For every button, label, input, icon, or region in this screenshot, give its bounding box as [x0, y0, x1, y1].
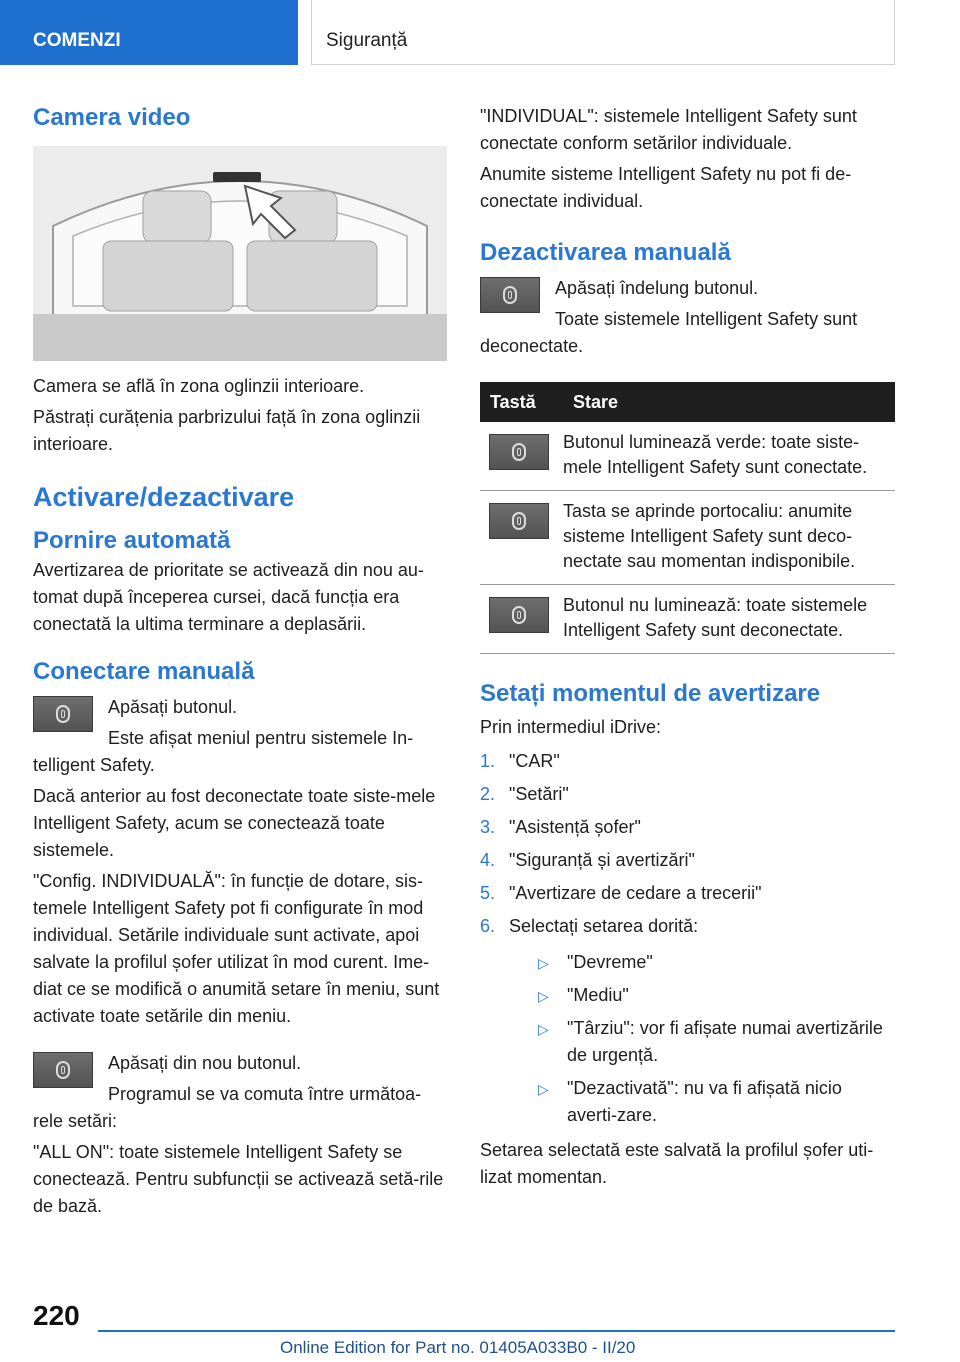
manual-deactivate-instruction	[480, 275, 895, 333]
car-interior-illustration	[33, 146, 447, 361]
section-tab: COMENZI	[0, 0, 298, 65]
footer-divider	[98, 1330, 895, 1332]
list-item	[509, 1015, 895, 1069]
manual-paragraph-4: "ALL ON": toate sistemele Intelligent Safety se conectează. Pentru subfuncții se activează setă-rile de bază.	[33, 1142, 444, 1216]
table-header-row	[480, 382, 895, 422]
manual-btn1-line1: Apăsați butonul.	[108, 697, 238, 717]
footer-edition: Online Edition for Part no. 01405A033B0 - II/20	[280, 1338, 636, 1357]
warning-time-heading: Setați momentul de avertizare	[480, 680, 821, 707]
manual-repeat-instruction	[33, 1050, 447, 1108]
step-number: 6.	[480, 916, 496, 936]
table-row	[480, 491, 895, 585]
triangle-right-icon: ▷	[538, 955, 549, 971]
manual-btn2-continuation: rele setări:	[33, 1111, 118, 1131]
individual-paragraph-2: Anumite sisteme Intelligent Safety nu pot fi de-conectate individual.	[480, 164, 852, 211]
manual-btn2-line2: Programul se va comuta între următoa-	[108, 1084, 422, 1104]
table-icon-cell	[480, 585, 563, 654]
auto-start-heading: Pornire automată	[33, 527, 231, 554]
step-text: "Siguranță și avertizări"	[509, 850, 695, 870]
activation-heading: Activare/dezactivare	[33, 482, 295, 512]
step-text: "Asistență șofer"	[509, 817, 641, 837]
intelligent-safety-button-icon	[489, 503, 549, 539]
table-header-key: Tastă	[480, 382, 563, 422]
substeps-list	[509, 949, 895, 1129]
left-column	[33, 100, 447, 1220]
table-header-state: Stare	[563, 382, 895, 422]
steps-list	[480, 745, 895, 1129]
intelligent-safety-button-icon	[489, 434, 549, 470]
warning-intro: Prin intermediul iDrive:	[480, 717, 662, 737]
manual-btn1-continuation: telligent Safety.	[33, 755, 155, 775]
table-state-cell: Butonul luminează verde: toate siste-mele Intelligent Safety sunt conectate.	[563, 422, 895, 491]
table-icon-cell	[480, 491, 563, 585]
camera-paragraph-2: Păstrați curățenia parbrizului față în zona oglinzii interioare.	[33, 407, 421, 454]
auto-start-paragraph: Avertizarea de prioritate se activează din nou au-tomat după începerea cursei, dacă funcția era conectată la ultima terminare a deplasării.	[33, 560, 424, 634]
triangle-right-icon: ▷	[538, 1081, 549, 1097]
list-item	[480, 910, 895, 1129]
individual-paragraph-1: "INDIVIDUAL": sistemele Intelligent Safety sunt conectate conform setărilor individuale.	[480, 106, 857, 153]
list-item	[480, 877, 895, 910]
intelligent-safety-button-icon	[33, 1052, 93, 1088]
intelligent-safety-button-icon	[33, 696, 93, 732]
manual-connect-instruction	[33, 694, 447, 752]
substep-text: "Târziu": vor fi afișate numai avertizările de urgență.	[567, 1018, 883, 1065]
step-text: "CAR"	[509, 751, 560, 771]
list-item	[480, 745, 895, 778]
manual-paragraph-2: Dacă anterior au fost deconectate toate siste-mele Intelligent Safety, acum se conectează toate sistemele.	[33, 786, 436, 860]
manual-connect-heading: Conectare manuală	[33, 658, 255, 685]
list-item	[509, 982, 895, 1009]
list-item	[480, 844, 895, 877]
substep-text: "Dezactivată": nu va fi afișată nicio averti-zare.	[567, 1078, 842, 1125]
step-text: "Setări"	[509, 784, 569, 804]
deactivate-continuation: deconectate.	[480, 336, 584, 356]
list-item	[509, 1075, 895, 1129]
closing-paragraph: Setarea selectată este salvată la profilul șofer uti-lizat momentan.	[480, 1140, 874, 1187]
triangle-right-icon: ▷	[538, 988, 549, 1004]
substep-text: "Devreme"	[567, 952, 653, 972]
rear-window-photo	[33, 146, 447, 361]
list-item	[509, 949, 895, 976]
step-text: Selectați setarea dorită:	[509, 916, 699, 936]
substep-text: "Mediu"	[567, 985, 629, 1005]
step-number: 4.	[480, 850, 496, 870]
step-number: 3.	[480, 817, 496, 837]
page-number: 220	[33, 1300, 80, 1331]
camera-paragraph-1: Camera se află în zona oglinzii interioare.	[33, 376, 365, 396]
triangle-right-icon: ▷	[538, 1021, 549, 1037]
manual-btn2-line1: Apăsați din nou butonul.	[108, 1053, 302, 1073]
list-item	[480, 811, 895, 844]
step-text: "Avertizare de cedare a trecerii"	[509, 883, 762, 903]
camera-heading: Camera video	[33, 104, 191, 131]
step-number: 5.	[480, 883, 496, 903]
right-column	[480, 100, 895, 1191]
table-state-cell: Tasta se aprinde portocaliu: anumite sisteme Intelligent Safety sunt deco-nectate sau momentan indisponibile.	[563, 491, 895, 585]
manual-deactivate-heading: Dezactivarea manuală	[480, 239, 731, 266]
step-number: 2.	[480, 784, 496, 804]
table-state-cell: Butonul nu luminează: toate sistemele Intelligent Safety sunt deconectate.	[563, 585, 895, 654]
list-item	[480, 778, 895, 811]
manual-btn1-line2: Este afișat meniul pentru sistemele In-	[108, 728, 414, 748]
step-number: 1.	[480, 751, 496, 771]
intelligent-safety-button-icon	[480, 277, 540, 313]
intelligent-safety-button-icon	[489, 597, 549, 633]
table-icon-cell	[480, 422, 563, 491]
button-state-table	[480, 382, 895, 654]
manual-paragraph-3: "Config. INDIVIDUALĂ": în funcție de dotare, sis-temele Intelligent Safety pot fi configurate în mod individual. Setările individuale sunt activate, apoi salvate la profilul șofer utilizat în mod curent. Ime-diat ce se modifică o anumită setare în meniu, sunt activate toate setările din meniu.	[33, 871, 440, 1026]
deactivate-line1: Apăsați îndelung butonul.	[555, 278, 759, 298]
chapter-title: Siguranță	[311, 0, 895, 65]
deactivate-line2: Toate sistemele Intelligent Safety sunt	[555, 309, 858, 329]
table-row	[480, 422, 895, 491]
table-row	[480, 585, 895, 654]
